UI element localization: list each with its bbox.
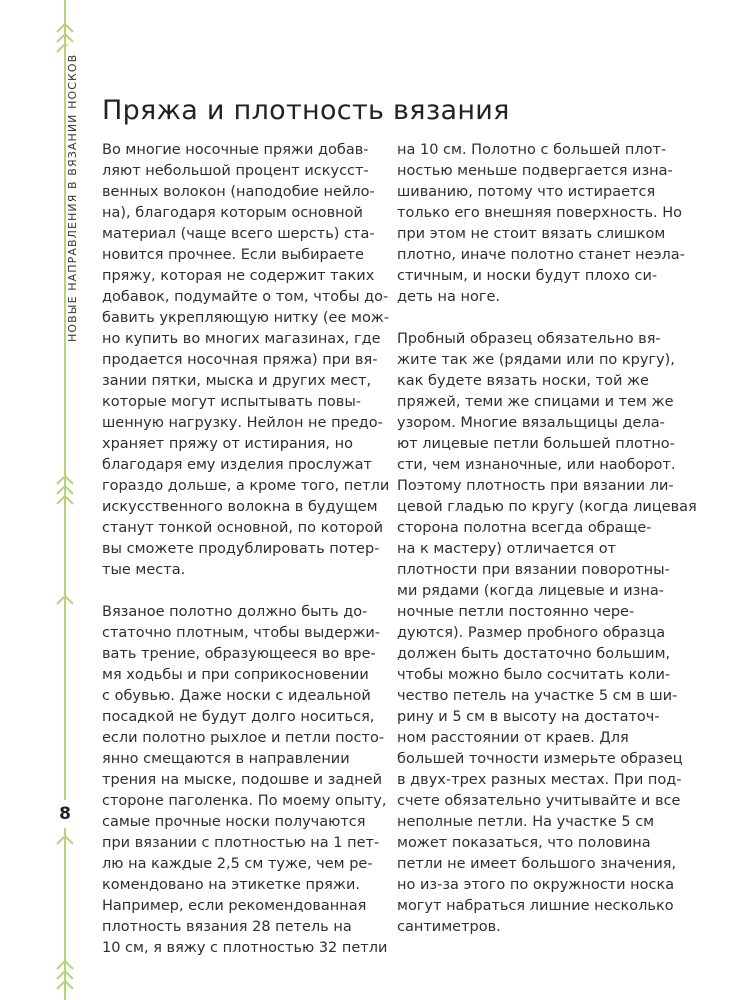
- text-line: при вязании с плотностью на 1 пет-: [102, 835, 380, 851]
- paragraph: [397, 329, 697, 938]
- text-line: бавить укрепляющую нитку (ее мож-: [102, 310, 390, 326]
- text-line: как будете вязать носки, той же: [397, 373, 649, 389]
- text-line: петли не имеет большого значения,: [397, 856, 677, 872]
- text-line: благодаря ему изделия прослужат: [102, 457, 372, 473]
- text-line: Во многие носочные пряжи добав-: [102, 142, 369, 158]
- text-line: рину и 5 см в высоту на достаточ-: [397, 709, 660, 725]
- text-line: искусственного волокна в будущем: [102, 499, 378, 515]
- text-line: сторона полотна всегда обраще-: [397, 520, 652, 536]
- paragraph: [397, 140, 687, 308]
- text-line: на к мастеру) отличается от: [397, 541, 617, 557]
- text-line: плотность вязания 28 петель на: [102, 919, 352, 935]
- text-line: дуются). Размер пробного образца: [397, 625, 666, 641]
- text-line: ют лицевые петли большей плотно-: [397, 436, 675, 452]
- text-line: стичным, и носки будут плохо си-: [397, 268, 658, 284]
- text-line: ночные петли постоянно чере-: [397, 604, 635, 620]
- text-column-left: [102, 140, 388, 959]
- text-line: вать трение, образующееся во вре-: [102, 646, 376, 662]
- text-line: стороне паголенка. По моему опыту,: [102, 793, 387, 809]
- text-line: шенную нагрузку. Нейлон не предо-: [102, 415, 383, 431]
- text-line: статочно плотным, чтобы выдержи-: [102, 625, 381, 641]
- text-line: если полотно рыхлое и петли посто-: [102, 730, 385, 746]
- page-title: Пряжа и плотность вязания: [102, 95, 510, 126]
- chevron-up-icon: [52, 830, 78, 850]
- text-line: янно смещаются в направлении: [102, 751, 350, 767]
- text-line: большей точности измерьте образец: [397, 751, 683, 767]
- text-line: на), благодаря которым основной: [102, 205, 363, 221]
- text-line: плотно, иначе полотно станет неэла-: [397, 247, 685, 263]
- text-line: в двух-трех разных местах. При под-: [397, 772, 682, 788]
- text-line: плотности при вязании поворотны-: [397, 562, 670, 578]
- text-line: ностью меньше подвергается изна-: [397, 163, 673, 179]
- chevron-up-icon: [52, 590, 78, 610]
- double-chevron-up-icon: [52, 470, 78, 510]
- text-line: Вязаное полотно должно быть до-: [102, 604, 368, 620]
- text-line: цевой гладью по кругу (когда лицевая: [397, 499, 697, 515]
- text-line: венных волокон (наподобие нейло-: [102, 184, 375, 200]
- text-line: на 10 см. Полотно с большей плот-: [397, 142, 667, 158]
- text-line: шиванию, потому что истирается: [397, 184, 656, 200]
- text-line: пряжей, теми же спицами и тем же: [397, 394, 674, 410]
- text-line: должен быть достаточно большим,: [397, 646, 671, 662]
- text-line: узором. Многие вязальщицы дела-: [397, 415, 665, 431]
- text-line: но из-за этого по окружности носка: [397, 877, 675, 893]
- text-line: Пробный образец обязательно вя-: [397, 331, 661, 347]
- text-line: храняет пряжу от истирания, но: [102, 436, 353, 452]
- text-line: ми рядами (когда лицевые и изна-: [397, 583, 664, 599]
- text-line: станут тонкой основной, по которой: [102, 520, 384, 536]
- text-line: счете обязательно учитывайте и все: [397, 793, 681, 809]
- text-line: добавок, подумайте о том, чтобы до-: [102, 289, 389, 305]
- page-number: 8: [57, 800, 73, 828]
- text-line: чество петель на участке 5 см в ши-: [397, 688, 678, 704]
- text-line: зании пятки, мыска и других мест,: [102, 373, 372, 389]
- text-line: самые прочные носки получаются: [102, 814, 366, 830]
- text-line: чтобы можно было сосчитать коли-: [397, 667, 671, 683]
- text-line: сантиметров.: [397, 919, 501, 935]
- text-line: неполные петли. На участке 5 см: [397, 814, 655, 830]
- chapter-side-label: НОВЫЕ НАПРАВЛЕНИЯ В ВЯЗАНИИ НОСКОВ: [66, 46, 80, 350]
- paragraph: [102, 140, 388, 581]
- text-line: вы сможете продублировать потер-: [102, 541, 380, 557]
- double-chevron-up-icon: [52, 955, 78, 995]
- text-line: сти, чем изнаночные, или наоборот.: [397, 457, 676, 473]
- text-line: ном расстоянии от краев. Для: [397, 730, 629, 746]
- text-line: с обувью. Даже носки с идеальной: [102, 688, 371, 704]
- text-line: но купить во многих магазинах, где: [102, 331, 381, 347]
- text-line: лю на каждые 2,5 см туже, чем ре-: [102, 856, 373, 872]
- paragraph: [102, 602, 388, 959]
- text-line: пряжу, которая не содержит таких: [102, 268, 375, 284]
- paragraph-gap: [102, 581, 388, 602]
- text-column-right: [397, 140, 697, 938]
- paragraph-gap: [397, 308, 687, 329]
- text-line: трения на мыске, подошве и задней: [102, 772, 383, 788]
- text-line: при этом не стоит вязать слишком: [397, 226, 666, 242]
- text-line: мя ходьбы и при соприкосновении: [102, 667, 369, 683]
- text-line: может показаться, что половина: [397, 835, 651, 851]
- text-line: новится прочнее. Если выбираете: [102, 247, 364, 263]
- text-line: посадкой не будут долго носиться,: [102, 709, 375, 725]
- text-line: тые места.: [102, 562, 186, 578]
- text-line: Например, если рекомендованная: [102, 898, 367, 914]
- text-line: жите так же (рядами или по кругу),: [397, 352, 675, 368]
- text-line: могут набраться лишние несколько: [397, 898, 674, 914]
- text-line: 10 см, я вяжу с плотностью 32 петли: [102, 940, 388, 956]
- text-line: материал (чаще всего шерсть) ста-: [102, 226, 375, 242]
- text-line: продается носочная пряжа) при вя-: [102, 352, 378, 368]
- text-line: Поэтому плотность при вязании ли-: [397, 478, 674, 494]
- text-line: только его внешняя поверхность. Но: [397, 205, 683, 221]
- text-line: которые могут испытывать повы-: [102, 394, 362, 410]
- text-line: ляют небольшой процент искусст-: [102, 163, 369, 179]
- text-line: деть на ноге.: [397, 289, 501, 305]
- text-line: комендовано на этикетке пряжи.: [102, 877, 360, 893]
- text-line: гораздо дольше, а кроме того, петли: [102, 478, 390, 494]
